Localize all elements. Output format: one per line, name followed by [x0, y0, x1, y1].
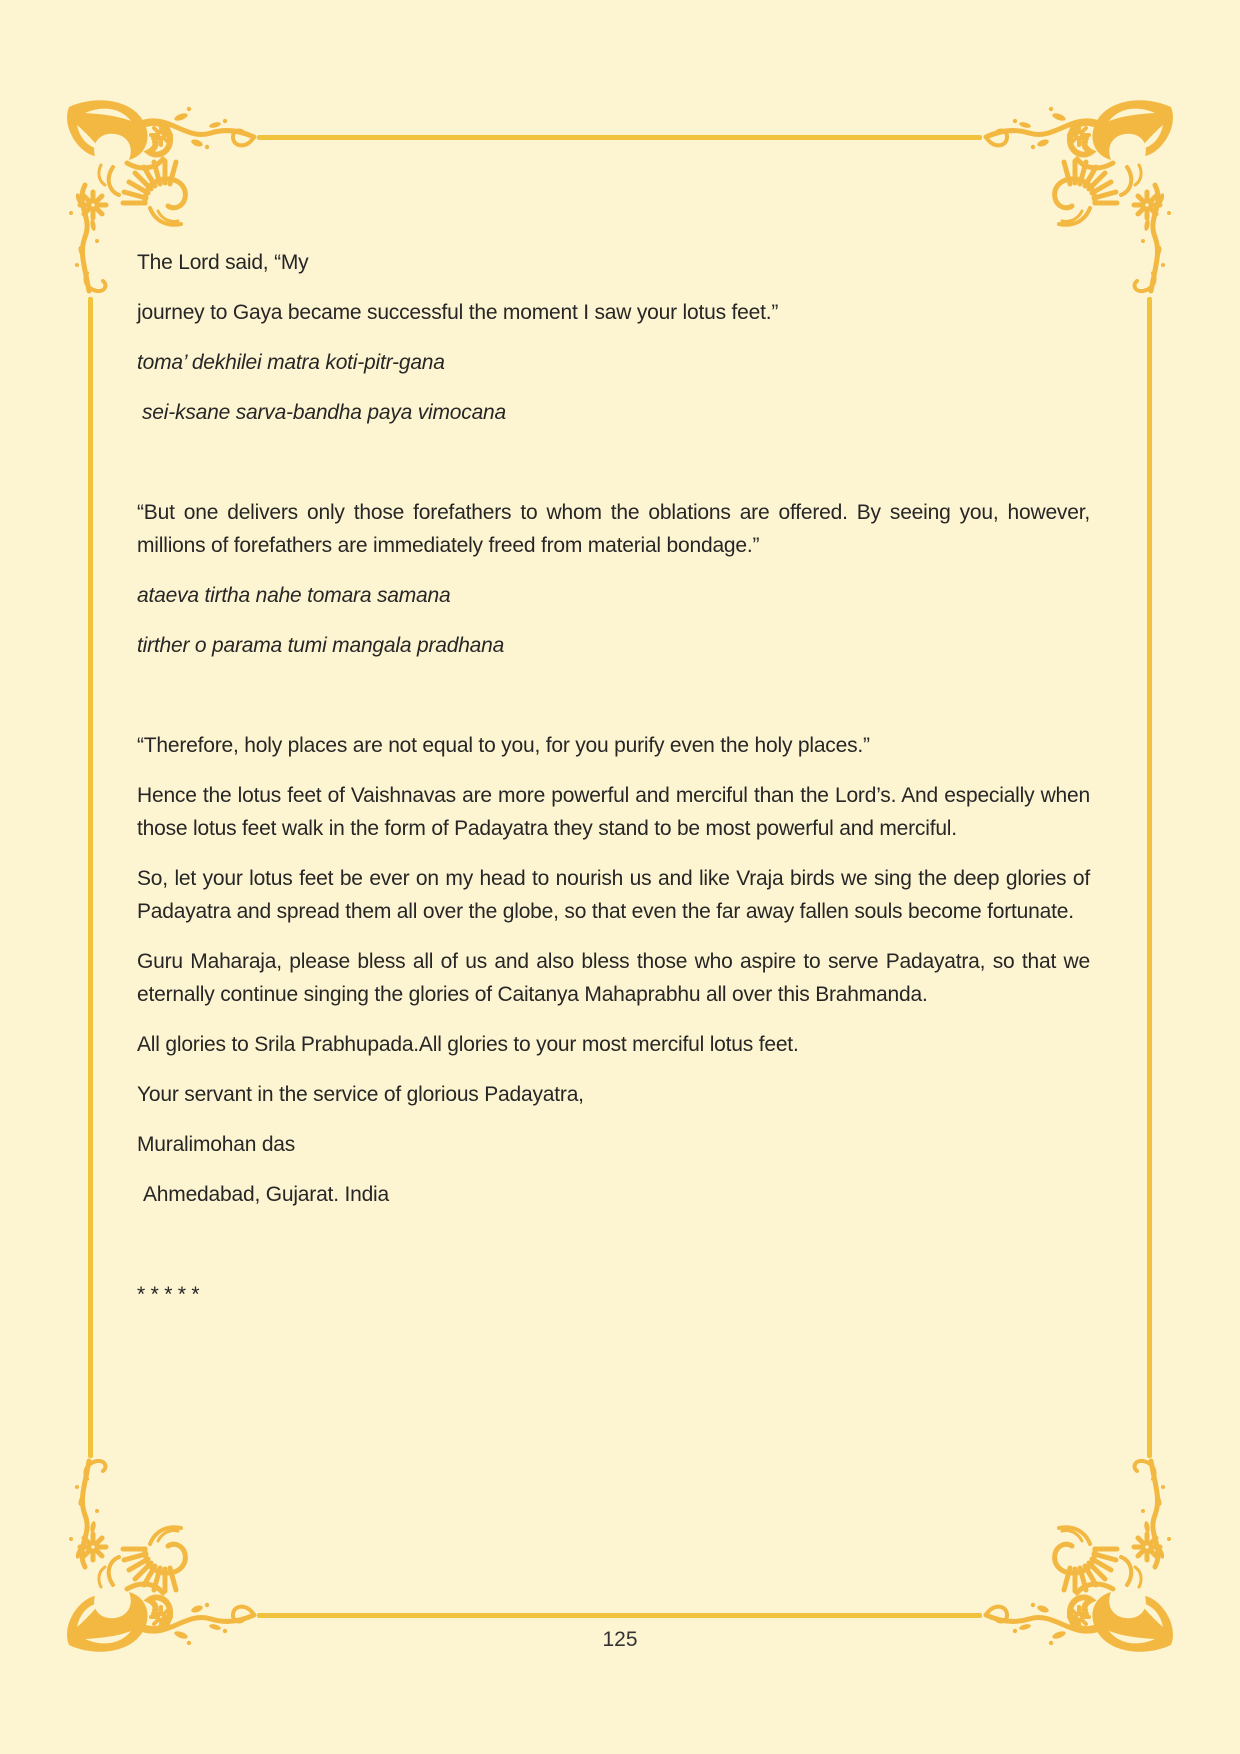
- paragraph: Ahmedabad, Gujarat. India: [143, 1183, 389, 1206]
- paragraph: So, let your lotus feet be ever on my head to nourish us and like Vraja birds we sing the deep glories of Padayatra and spread them all over the globe, so that even the far away fallen souls become fortunate.: [137, 867, 1090, 923]
- paragraph: All glories to Srila Prabhupada.All glories to your most merciful lotus feet.: [137, 1033, 799, 1056]
- paragraph: tirther o parama tumi mangala pradhana: [137, 634, 505, 657]
- paragraph: Muralimohan das: [137, 1133, 296, 1156]
- paragraph: journey to Gaya became successful the moment I saw your lotus feet.”: [137, 301, 779, 324]
- corner-ornament-bottom-right: [983, 1457, 1183, 1657]
- paragraph: * * * * *: [137, 1283, 200, 1306]
- paragraph: sei-ksane sarva-bandha paya vimocana: [142, 401, 507, 424]
- border-line-bottom: [257, 1613, 982, 1618]
- paragraph: The Lord said, “My: [137, 251, 309, 274]
- page-number: 125: [602, 1628, 638, 1651]
- paragraph: Your servant in the service of glorious Padayatra,: [137, 1083, 584, 1106]
- paragraph-spacer: [137, 1228, 1090, 1261]
- paragraph: Hence the lotus feet of Vaishnavas are more powerful and merciful than the Lord’s. And especially when those lotus feet walk in the form of Padayatra they stand to be most powerful and merciful.: [137, 784, 1090, 840]
- paragraph: Guru Maharaja, please bless all of us and also bless those who aspire to serve Padayatra, so that we eternally continue singing the glories of Caitanya Mahaprabhu all over this Brahmanda.: [137, 950, 1090, 1006]
- paragraph: toma’ dekhilei matra koti-pitr-gana: [137, 351, 445, 374]
- paragraph: “Therefore, holy places are not equal to you, for you purify even the holy places.”: [137, 734, 870, 757]
- paragraph-spacer: [137, 679, 1090, 712]
- paragraph-spacer: [137, 446, 1090, 479]
- corner-ornament-bottom-left: [57, 1457, 257, 1657]
- paragraph: “But one delivers only those forefathers to whom the oblations are offered. By seeing you, however, millions of forefathers are immediately freed from material bondage.”: [137, 501, 1090, 557]
- page-content: [137, 246, 1090, 1328]
- border-line-top: [257, 135, 982, 140]
- border-line-left: [88, 297, 93, 1458]
- border-line-right: [1147, 297, 1152, 1458]
- paragraph: ataeva tirtha nahe tomara samana: [137, 584, 451, 607]
